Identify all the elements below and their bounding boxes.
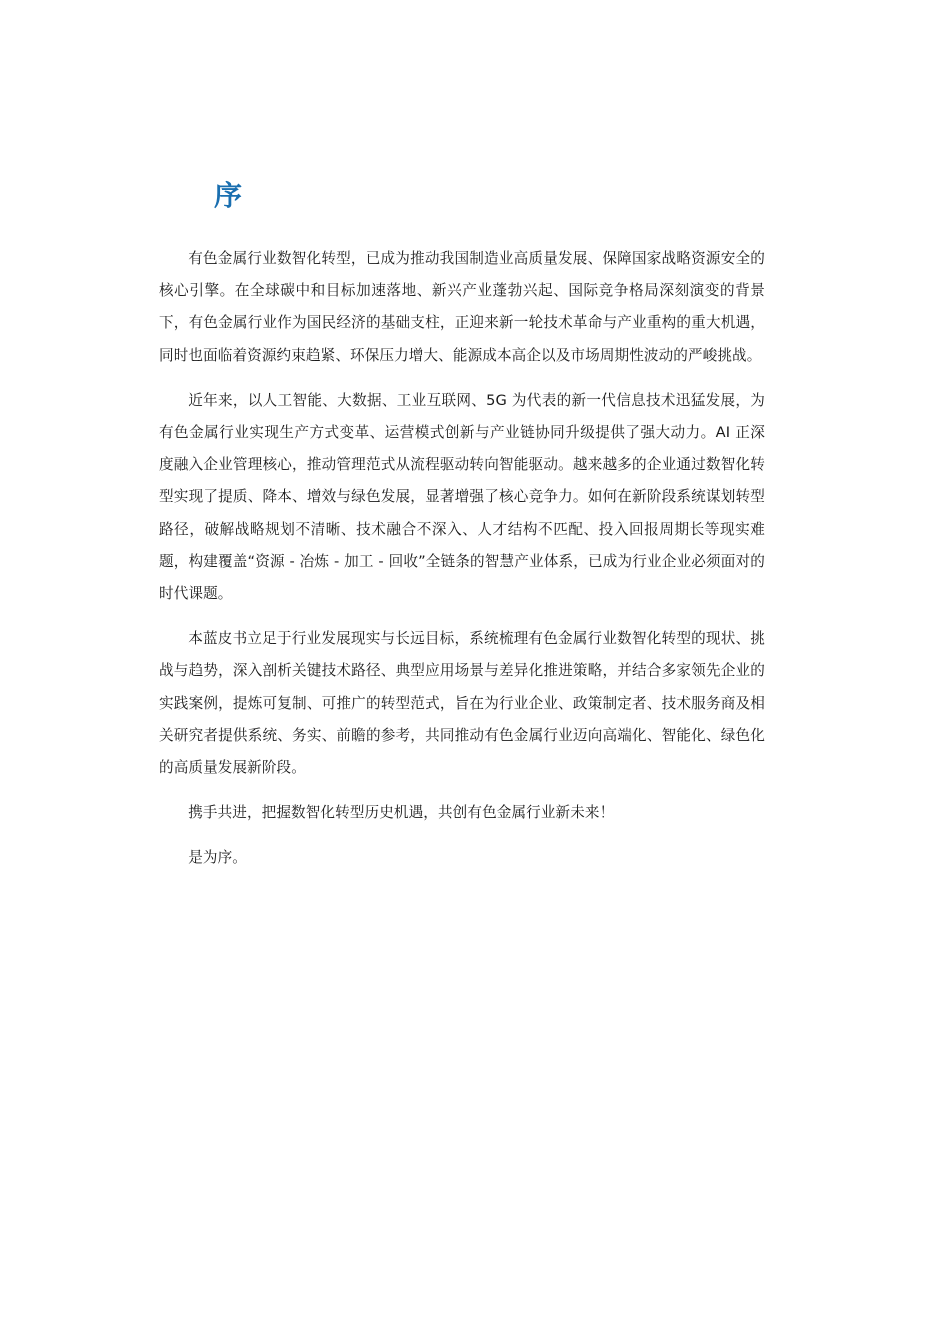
preface-title: 序: [214, 179, 243, 212]
paragraph-technology: 近年来，以人工智能、大数据、工业互联网、5G 为代表的新一代信息技术迅猛发展，为有色金属行业实现生产方式变革、运营模式创新与产业链协同升级提供了强大动力。AI 正深度融入企业管理核心，推动管理范式从流程驱动转向智能驱动。越来越多的企业通过数智化转型实现了提质、降本、增效与绿色发展，显著增强了核心竞争力。如何在新阶段系统谋划转型路径，破解战略规划不清晰、技术融合不深入、人才结构不匹配、投入回报周期长等现实难题，构建覆盖“资源 - 冶炼 - 加工 - 回收”全链条的智慧产业体系，已成为行业企业必须面对的时代课题。: [159, 391, 765, 603]
paragraph-call-to-action: 携手共进，把握数智化转型历史机遇，共创有色金属行业新未来！: [188, 804, 615, 822]
paragraph-intro: 有色金属行业数智化转型，已成为推动我国制造业高质量发展、保障国家战略资源安全的核心引擎。在全球碳中和目标加速落地、新兴产业蓬勃兴起、国际竞争格局深刻演变的背景下，有色金属行业作为国民经济的基础支柱，正迎来新一轮技术革命与产业重构的重大机遇，同时也面临着资源约束趋紧、环保压力增大、能源成本高企以及市场周期性波动的严峻挑战。: [159, 250, 765, 364]
preface-body: [159, 243, 765, 888]
paragraph-closing: 是为序。: [188, 849, 247, 867]
paragraph-bluebook-purpose: 本蓝皮书立足于行业发展现实与长远目标，系统梳理有色金属行业数智化转型的现状、挑战与趋势，深入剖析关键技术路径、典型应用场景与差异化推进策略，并结合多家领先企业的实践案例，提炼可复制、可推广的转型范式，旨在为行业企业、政策制定者、技术服务商及相关研究者提供系统、务实、前瞻的参考，共同推动有色金属行业迈向高端化、智能化、绿色化的高质量发展新阶段。: [159, 630, 765, 777]
